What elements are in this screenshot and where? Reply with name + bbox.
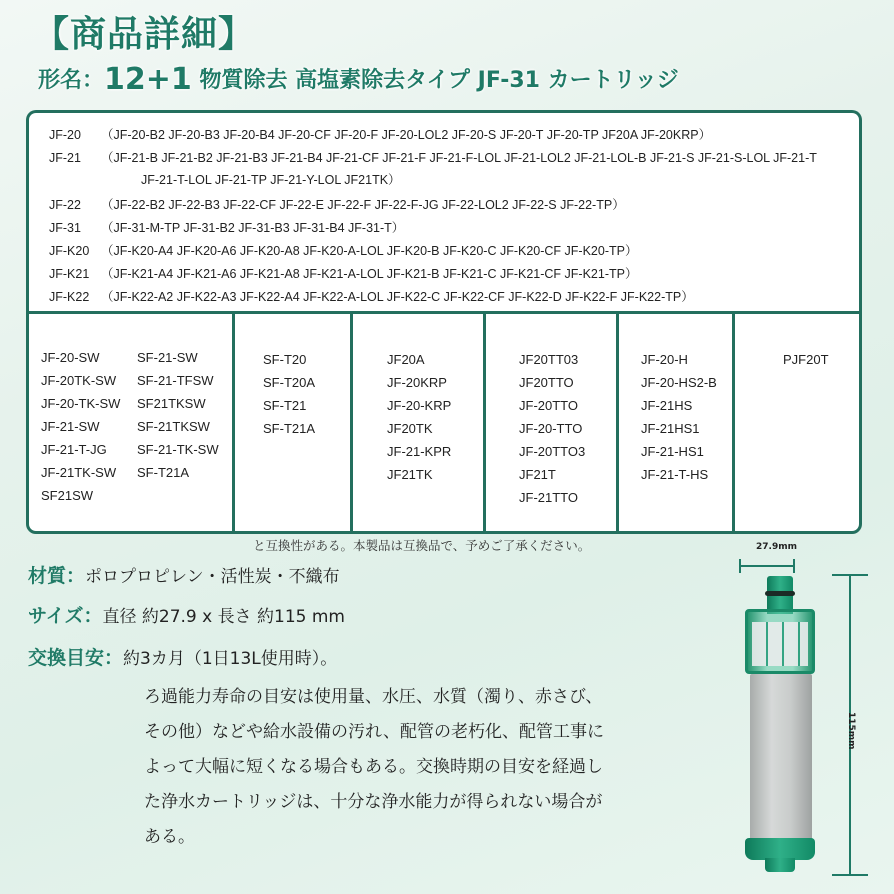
spec-replacement	[28, 643, 337, 670]
model-item: JF-21-KPR	[387, 444, 452, 459]
model-item: JF-21-T-JG	[41, 442, 107, 457]
spec-value: 約3カ月（1日13L使用時）。	[123, 649, 338, 669]
model-item: JF-21-T-HS	[641, 467, 709, 482]
model-item: JF-20KRP	[387, 375, 447, 390]
model-item: SF-T21	[263, 398, 307, 413]
compat-row	[49, 287, 694, 305]
cartridge-body	[750, 674, 812, 842]
compat-column	[735, 314, 859, 531]
model-item: JF20TT03	[519, 352, 579, 367]
model-item: JF-21HS1	[641, 421, 700, 436]
model-item: JF20TTO	[519, 375, 574, 390]
spec-value: ポロプロピレン・活性炭・不織布	[85, 567, 340, 587]
compat-key: JF-20	[49, 128, 81, 142]
compat-key: JF-K21	[49, 267, 90, 281]
notice-line: ろ過能力寿命の目安は使用量、水圧、水質（濁り、赤さび、	[144, 687, 603, 707]
spec-value: 直径 約27.9 x 長さ 約115 mm	[102, 607, 345, 627]
model-item: JF20TK	[387, 421, 433, 436]
model-item: JF-21TTO	[519, 490, 578, 505]
model-item: SF-21-TK-SW	[137, 442, 219, 457]
compat-value: （JF-31-M-TP JF-31-B2 JF-31-B3 JF-31-B4 JF-31-T）	[101, 221, 405, 235]
model-item: JF-20TTO	[519, 398, 578, 413]
model-item: JF21T	[519, 467, 556, 482]
compat-value: （JF-K22-A2 JF-K22-A3 JF-K22-A4 JF-K22-A-LOL JF-K22-C JF-K22-CF JF-K22-D JF-K22-F JF-K22-TP）	[101, 290, 694, 304]
compatibility-grid	[26, 311, 862, 534]
notice-line: その他）などや給水設備の汚れ、配管の老朽化、配管工事に	[144, 722, 605, 742]
compat-row	[49, 218, 404, 236]
model-item: JF-20-TTO	[519, 421, 583, 436]
model-item: JF-21-SW	[41, 419, 100, 434]
compat-key: JF-K20	[49, 244, 90, 258]
spec-size	[28, 601, 345, 628]
cartridge-filter-window	[752, 622, 808, 666]
compat-column	[619, 314, 735, 531]
compat-column	[29, 314, 235, 531]
compat-value: （JF-K20-A4 JF-K20-A6 JF-K20-A8 JF-K20-A-LOL JF-K20-B JF-K20-C JF-K20-CF JF-K20-TP）	[101, 244, 638, 258]
compat-key: JF-31	[49, 221, 81, 235]
cartridge-bottom-cap	[745, 838, 815, 860]
model-item: JF20A	[387, 352, 425, 367]
compat-row	[49, 241, 637, 259]
model-item: PJF20T	[783, 352, 829, 367]
model-item: JF-20TTO3	[519, 444, 586, 459]
compat-key: JF-22	[49, 198, 81, 212]
model-label: 形名：	[38, 68, 105, 93]
model-text: 物質除去 高塩素除去タイプ JF-31 カートリッジ	[191, 68, 679, 93]
compat-column	[353, 314, 486, 531]
compat-row	[49, 148, 817, 187]
spec-label: 交換目安：	[28, 647, 124, 669]
model-item: SF-21-SW	[137, 350, 198, 365]
spec-label: サイズ：	[28, 605, 103, 627]
model-item: SF-21TKSW	[137, 419, 210, 434]
compat-value: （JF-20-B2 JF-20-B3 JF-20-B4 JF-20-CF JF-20-F JF-20-LOL2 JF-20-S JF-20-T JF-20-TP JF20A JF-20KRP）	[101, 128, 712, 142]
model-item: JF-20-TK-SW	[41, 396, 121, 411]
model-item: JF-20-H	[641, 352, 688, 367]
model-item: JF-21TK-SW	[41, 465, 117, 480]
model-item: SF-21-TFSW	[137, 373, 214, 388]
compat-key: JF-21	[49, 151, 81, 165]
model-item: SF-T21A	[137, 465, 190, 480]
compat-key: JF-K22	[49, 290, 90, 304]
compatibility-note: と互換性がある。本製品は互換品で、予めご了承ください。	[253, 538, 591, 553]
width-dimension-line	[739, 559, 795, 573]
cartridge-o-ring	[765, 591, 795, 596]
model-item: JF21TK	[387, 467, 433, 482]
spec-label: 材質：	[28, 565, 86, 587]
model-item: JF-21-HS1	[641, 444, 704, 459]
model-item: JF-20-SW	[41, 350, 100, 365]
compat-value: （JF-22-B2 JF-22-B3 JF-22-CF JF-22-E JF-22-F JF-22-F-JG JF-22-LOL2 JF-22-S JF-22-TP）	[101, 198, 625, 212]
compat-row	[49, 195, 625, 213]
notice-line: よって大幅に短くなる場合もある。交換時期の目安を経過し	[144, 757, 603, 777]
notice-line: た浄水カートリッジは、十分な浄水能力が得られない場合が	[144, 792, 603, 812]
model-item: SF-T20A	[263, 375, 316, 390]
compat-column	[235, 314, 353, 531]
model-item: SF-T21A	[263, 421, 316, 436]
model-item: JF-21HS	[641, 398, 693, 413]
compat-row	[49, 264, 637, 282]
model-item: SF21SW	[41, 488, 94, 503]
model-item: SF-T20	[263, 352, 307, 367]
spec-material	[28, 561, 340, 588]
model-item: JF-20TK-SW	[41, 373, 117, 388]
model-item: JF-20-KRP	[387, 398, 452, 413]
model-title	[38, 62, 679, 97]
replacement-notice	[144, 680, 714, 855]
model-number: 12+1	[104, 62, 192, 97]
model-item: JF-20-HS2-B	[641, 375, 717, 390]
section-heading: 【商品詳細】	[33, 14, 256, 55]
compat-value-continuation: JF-21-T-LOL JF-21-TP JF-21-Y-LOL JF21TK）	[141, 173, 401, 187]
model-item: SF21TKSW	[137, 396, 206, 411]
compat-column	[486, 314, 619, 531]
height-dimension-label: 115mm	[846, 712, 856, 750]
compatibility-list-box	[26, 110, 862, 312]
compat-value: （JF-K21-A4 JF-K21-A6 JF-K21-A8 JF-K21-A-LOL JF-K21-B JF-K21-C JF-K21-CF JF-K21-TP）	[101, 267, 638, 281]
compat-value: （JF-21-B JF-21-B2 JF-21-B3 JF-21-B4 JF-21-CF JF-21-F JF-21-F-LOL JF-21-LOL2 JF-21-LOL-B JF-21-S JF-21-S-LOL JF-21-T	[101, 151, 817, 165]
cartridge-outlet	[765, 858, 795, 872]
compat-row	[49, 125, 711, 143]
notice-line: ある。	[144, 827, 195, 847]
width-dimension-label: 27.9mm	[756, 542, 797, 552]
